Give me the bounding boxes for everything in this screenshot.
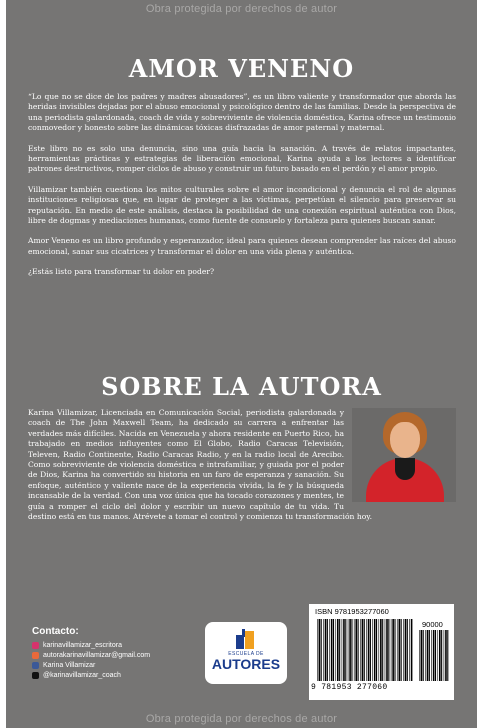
publisher-logo [205, 622, 287, 684]
contact-facebook-text: Karina Villamizar [43, 661, 96, 669]
publisher-logo-small: ESCUELA DE [228, 651, 264, 657]
email-icon [32, 652, 39, 659]
facebook-icon [32, 662, 39, 669]
barcode-addon-price: 90000 [422, 620, 443, 629]
tiktok-icon [32, 672, 39, 679]
closing-question: ¿Estás listo para transformar tu dolor en poder? [28, 267, 215, 277]
contact-facebook [32, 660, 212, 670]
instagram-icon [32, 642, 39, 649]
author-bio-text: Karina Villamizar, Licenciada en Comunicación Social, periodista galardonada y coach de The John Maxwell Team, ha dedicado su carrera a enfrentar las verdades más difíciles. Nacida en Venezuela y ahora residente en Puerto Rico, ha trabajado en medios influyentes como El Globo, Radio Caracas Televisión, Televen, Radio Continente, Radio Caracas Radio, y en la radio local de Arecibo. Como sobreviviente de violencia doméstica e intrafamiliar, y guiada por el poder de Dios, Karina ha convertido su historia en un faro de esperanza y sanación. Su enfoque, auténtico y valiente nace de la experiencia vivida, la fe y la búsqueda incansable de la verdad. Con una voz única que ha tocado corazones y mentes, te guía a romper el ciclo del dolor y escribir un nuevo capítulo de tu vida. Tu destino está en tus manos. Atrévete a tomar el control y comienza tu transformación hoy. [28, 408, 373, 522]
book-title: AMOR VENENO [128, 54, 355, 83]
synopsis-paragraph: Villamizar también cuestiona los mitos culturales sobre el amor incondicional y denuncia el rol de algunas instituciones religiosas que, en lugar de proteger a las víctimas, perpetúan el silencio para preservar su reputación. En medio de este análisis, destaca la posibilidad de una conexión espiritual auténtica con Dios, libre de dogmas y mediaciones humanas, como fuente de consuelo y fortaleza para quienes buscan sanar. [28, 184, 456, 226]
author-heading: SOBRE LA AUTORA [101, 372, 382, 401]
author-bio [28, 408, 456, 532]
barcode-addon-bars [419, 630, 449, 681]
barcode-digits: 9 781953 277060 [311, 683, 388, 692]
contact-email-text: autorakarinavillamizar@gmail.com [43, 651, 151, 659]
watermark-bottom: Obra protegida por derechos de autor [145, 713, 338, 725]
contact-instagram-text: karinavillamizar_escritora [43, 641, 122, 649]
synopsis-paragraph: “Lo que no se dice de los padres y madres abusadores”, es un libro valiente y transformador que aborda las heridas invisibles dejadas por el abuso emocional y psicológico dentro de las familias. Desde la perspectiva de una periodista galardonada, coach de vida y sobreviviente de violencia doméstica, Karina ofrece un testimonio conmovedor y honesto sobre las dinámicas tóxicas disfrazadas de amor paternal y maternal. [28, 92, 456, 133]
contact-instagram [32, 640, 212, 650]
contact-title: Contacto: [32, 626, 79, 637]
publisher-logo-icon [234, 629, 258, 649]
synopsis-paragraph: Este libro no es solo una denuncia, sino una guía hacia la sanación. A través de relatos impactantes, herramientas prácticas y estrategias de liberación emocional, Karina ayuda a los lectores a identificar patrones destructivos, romper ciclos de abuso y construir un futuro basado en el perdón y el amor propio. [28, 143, 456, 174]
contact-email [32, 650, 212, 660]
contact-block [32, 626, 212, 680]
watermark-top: Obra protegida por derechos de autor [145, 3, 338, 15]
back-cover [6, 0, 477, 728]
barcode-bars [317, 619, 413, 681]
synopsis [28, 92, 456, 288]
synopsis-paragraph: Amor Veneno es un libro profundo y esperanzador, ideal para quienes desean comprender las raíces del abuso emocional, sanar sus cicatrices y transformar el dolor en una vida plena y auténtica. [28, 236, 456, 256]
contact-tiktok [32, 670, 212, 680]
contact-tiktok-text: @karinavillamizar_coach [43, 671, 121, 679]
isbn-label: ISBN 9781953277060 [315, 607, 389, 616]
barcode-box [309, 604, 454, 700]
publisher-logo-name: AUTORES [211, 656, 281, 672]
